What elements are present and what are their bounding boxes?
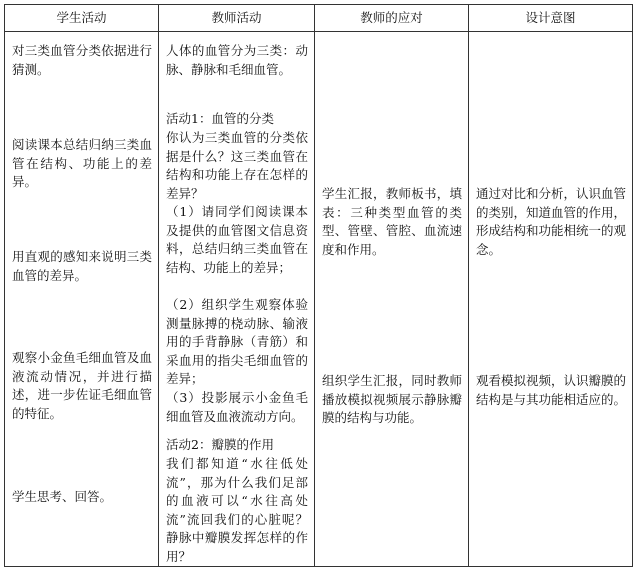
lesson-plan-table: [4, 4, 633, 567]
student-step-answer: 学生思考、回答。: [12, 489, 113, 504]
header-student-activity: 学生活动: [5, 5, 159, 32]
activity-1-step-2: （2）组织学生观察体验测量脉搏的桡动脉、输液用的手背静脉（青筋）和采血用的指尖毛细血管的差异；: [166, 297, 308, 386]
header-row: [5, 5, 633, 32]
student-step-perceive: 用直观的感知来说明三类血管的差异。: [12, 249, 152, 283]
response-video: 组织学生汇报，同时教师播放模拟视频展示静脉瓣膜的结构与功能。: [322, 373, 462, 425]
activity-2-title: 活动2：瓣膜的作用: [166, 437, 274, 452]
header-teacher-response: 教师的应对: [315, 5, 469, 32]
student-step-guess: 对三类血管分类依据进行猜测。: [12, 43, 152, 77]
intent-valve-structure: 观看模拟视频，认识瓣膜的结构是与其功能相适应的。: [476, 373, 627, 407]
student-step-observe: 观察小金鱼毛细血管及血液流动情况，并进行描述，进一步佐证毛细血管的特征。: [12, 350, 152, 421]
activity-1-step-3: （3）投影展示小金鱼毛细血管及血液流动方向。: [166, 390, 308, 424]
student-activity-cell: [5, 32, 159, 567]
response-summary: 学生汇报，教师板书，填表：三种类型血管的类型、管壁、管腔、血流速度和作用。: [322, 186, 462, 257]
activity-1-title: 活动1：血管的分类: [166, 111, 274, 126]
header-teacher-activity: 教师活动: [159, 5, 315, 32]
intent-vessel-types: 通过对比和分析，认识血管的类别，知道血管的作用，形成结构和功能相统一的观念。: [476, 186, 627, 257]
student-step-read: 阅读课本总结归纳三类血管在结构、功能上的差异。: [12, 137, 152, 189]
teacher-intro: 人体的血管分为三类：动脉、静脉和毛细血管。: [166, 43, 308, 77]
teacher-activity-cell: [159, 32, 315, 567]
design-intent-cell: [469, 32, 633, 567]
table-row: [5, 32, 633, 567]
header-design-intent: 设计意图: [469, 5, 633, 32]
activity-1-step-1: （1）请同学们阅读课本及提供的血管图文信息资料，总结归纳三类血管在结构、功能上的差异；: [166, 204, 308, 275]
activity-2-question: 我们都知道“水往低处流”，那为什么我们足部的血液可以“水往高处流”流回我们的心脏呢？静脉中瓣膜发挥怎样的作用？: [166, 456, 308, 564]
teacher-response-cell: [315, 32, 469, 567]
activity-1-question: 你认为三类血管的分类依据是什么？这三类血管在结构和功能上存在怎样的差异？: [166, 130, 308, 201]
